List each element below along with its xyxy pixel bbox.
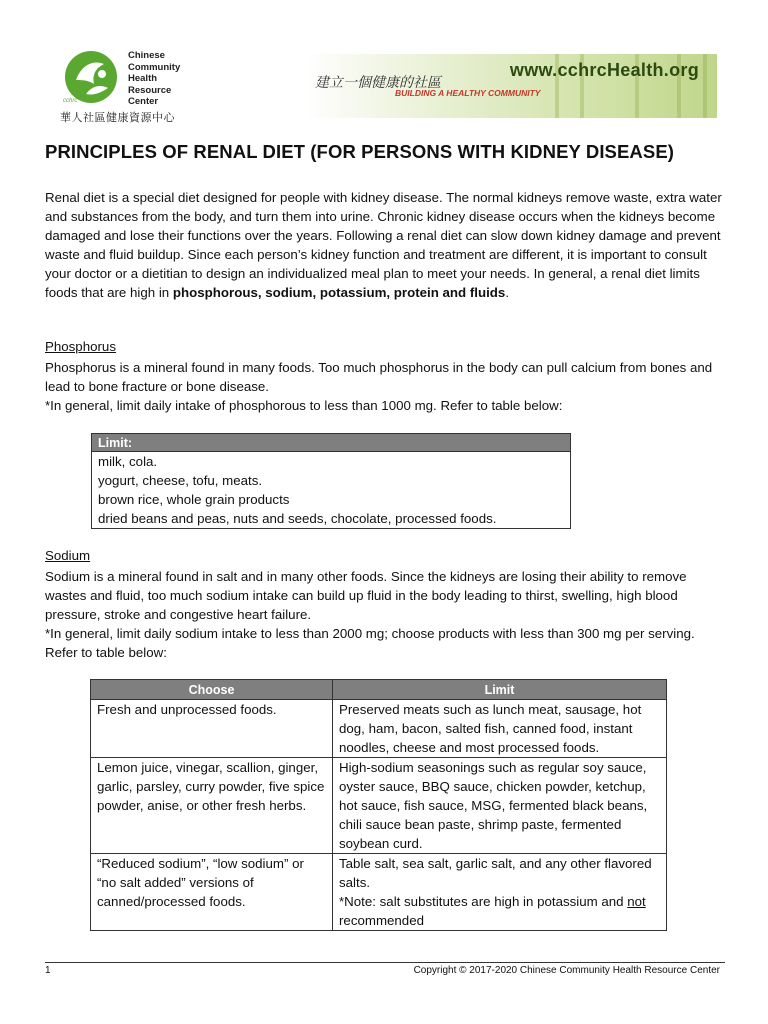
page-number: 1 — [45, 965, 51, 976]
intro-paragraph: Renal diet is a special diet designed for people with kidney disease. The normal kidneys remove waste, extra water and substances from the body, and turn them into urine. Chronic kidney disease occurs when the kidneys become damaged and lose their functions over the years. Following a renal diet can slow down kidney damage and prevent waste and fluid buildup. Since each person’s kidney function and treatment are different, it is important to consult your doctor or a dietitian to design an individualized meal plan to meet your needs. In general, a renal diet limits foods that are high in phosphorous, sodium, potassium, protein and fluids. — [45, 190, 722, 300]
table-row: dried beans and peas, nuts and seeds, chocolate, processed foods. — [92, 509, 571, 529]
table-header-limit: Limit: — [92, 434, 571, 452]
logo-text: Chinese Community Health Resource Center — [128, 50, 181, 107]
intro-bold-nutrients: phosphorous, sodium, potassium, protein and fluids — [172, 285, 506, 300]
page-header — [0, 0, 768, 130]
logo-small-text: cchrc — [63, 98, 78, 104]
sodium-heading: Sodium — [45, 548, 91, 563]
logo-chinese-name: 華人社區健康資源中心 — [60, 111, 175, 124]
salt-substitute-note: *Note: salt substitutes are high in potassium and not recommended — [339, 894, 646, 928]
banner-chinese-slogan: 建立一個健康的社區 — [315, 75, 441, 91]
table-row: yogurt, cheese, tofu, meats. — [92, 471, 571, 490]
table-header-limit: Limit — [333, 680, 667, 700]
page-title: PRINCIPLES OF RENAL DIET (FOR PERSONS WITH KIDNEY DISEASE) — [45, 141, 675, 162]
phosphorus-limit-table — [91, 433, 571, 529]
choose-cell: Fresh and unprocessed foods. — [91, 700, 333, 758]
phosphorus-heading: Phosphorus — [45, 339, 116, 354]
phosphorus-description: Phosphorus is a mineral found in many foods. Too much phosphorus in the body can pull calcium from bones and lead to bone fracture or bone disease. — [45, 360, 713, 394]
cchrc-logo-icon — [64, 50, 118, 104]
sodium-description: Sodium is a mineral found in salt and in many other foods. Since the kidneys are losing their ability to remove wastes and fluid, too much sodium intake can build up fluid in the body leading to thirst, swelling, high blood pressure, stroke and congestive heart failure. — [45, 569, 687, 622]
copyright-notice: Copyright © 2017-2020 Chinese Community Health Resource Center — [413, 965, 720, 976]
choose-cell: Lemon juice, vinegar, scallion, ginger, garlic, parsley, curry powder, five spice powder, anise, or other fresh herbs. — [91, 758, 333, 854]
table-row — [91, 854, 667, 931]
table-row: brown rice, whole grain products — [92, 490, 571, 509]
table-row — [91, 758, 667, 854]
choose-cell: “Reduced sodium”, “low sodium” or “no salt added” versions of canned/processed foods. — [91, 854, 333, 931]
banner-website-url: www.cchrcHealth.org — [509, 60, 699, 80]
table-header-choose: Choose — [91, 680, 333, 700]
header-banner — [305, 54, 717, 118]
limit-cell: High-sodium seasonings such as regular soy sauce, oyster sauce, BBQ sauce, chicken powder, ketchup, hot sauce, fish sauce, MSG, fermented black beans, chili sauce bean paste, shrimp paste, fermented soybean curd. — [333, 758, 667, 854]
sodium-guideline: *In general, limit daily sodium intake to less than 2000 mg; choose products with less than 300 mg per serving. Refer to table below: — [45, 626, 695, 660]
limit-cell: Table salt, sea salt, garlic salt, and any other flavored salts. *Note: salt substitutes are high in potassium and not recommended — [333, 854, 667, 931]
table-row: milk, cola. — [92, 452, 571, 472]
limit-cell: Preserved meats such as lunch meat, sausage, hot dog, ham, bacon, salted fish, canned food, instant noodles, cheese and most processed foods. — [333, 700, 667, 758]
banner-tagline: BUILDING A HEALTHY COMMUNITY — [395, 88, 541, 98]
phosphorus-guideline: *In general, limit daily intake of phosphorous to less than 1000 mg. Refer to table below: — [45, 398, 563, 413]
sodium-choose-limit-table — [90, 679, 667, 931]
footer-divider — [45, 962, 725, 963]
table-row — [91, 700, 667, 758]
